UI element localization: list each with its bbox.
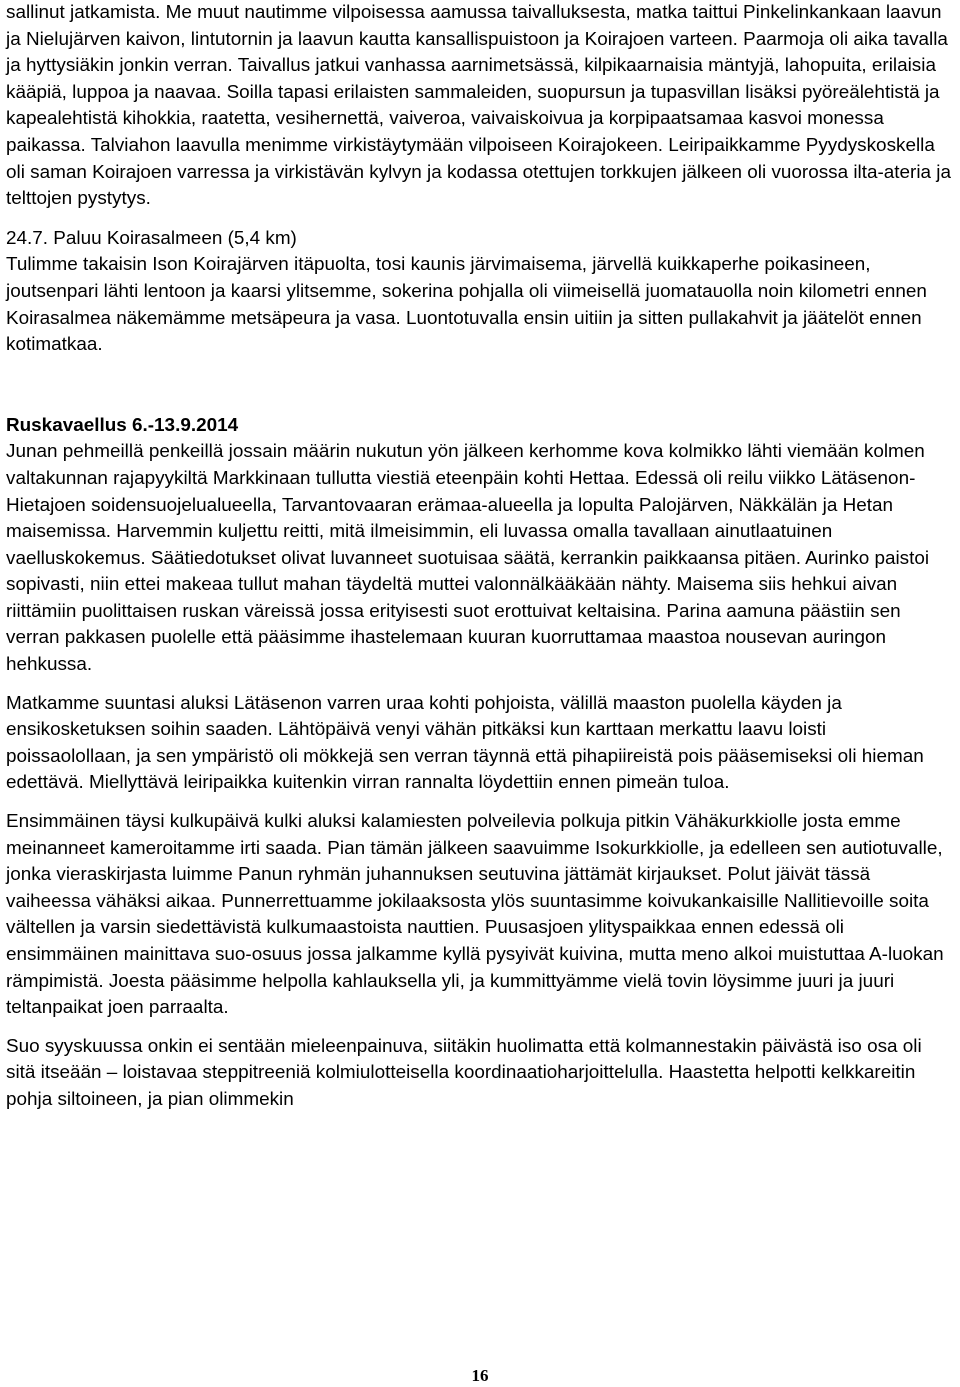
spacer [6,359,954,413]
paragraph-rusk-1: Junan pehmeillä penkeillä jossain määrin nukutun yön jälkeen kerhomme kova kolmikko lähti viemään kolmen valtakunnan rajapyykiltä Markkinaan tullutta viestiä eteenpäin kohti Hettaa. Edessä oli reilu viikko Lätäsenon-Hietajoen soidensuojelualueella, Tarvantovaaran erämaa-alueella ja lopulta Palojärven, Näkkälän ja Hetan maisemissa. Harvemmin kuljettu reitti, mitä ilmeisimmin, eli luvassa omalla tavallaan ainutlaatuinen vaelluskokemus. Säätiedotukset olivat luvanneet suotuisaa säätä, kerrankin paikkaansa pitäen. Aurinko paistoi sopivasti, niin ettei makeaa tullut mahan täydeltä muttei valonnälkääkään nähty. Maisema siis hehkui aivan riittämiin puolittaisen ruskan väreissä jossa erityisesti suot erottuivat keltaisina. Parina aamuna päästiin sen verran pakkasen puolelle että pääsimme ihastelemaan kuuran kuorruttamaa maastoa nousevan auringon hehkussa. [6,441,930,676]
document-page [6,0,954,1114]
section-title-paluu: 24.7. Paluu Koirasalmeen (5,4 km) [6,227,297,249]
paragraph-rusk-4: Suo syyskuussa onkin ei sentään mieleenpainuva, siitäkin huolimatta että kolmannestakin päivästä iso osa oli sitä itseään – loistavaa steppitreeniä kolmiulotteisella koordinaatioharjoittelulla. Haastetta helpotti kelkkareitin pohja siltoineen, ja pian olimmekin [6,1035,922,1110]
page-number: 16 [471,1366,489,1385]
paragraph-continued: sallinut jatkamista. Me muut nautimme vilpoisessa aamussa taivalluksesta, matka taittui Pinkelinkankaan laavun ja Nielujärven kaivon, lintutornin ja laavun kautta kansallispuistoon ja Koirajoen varteen. Paarmoja oli aika tavalla ja hyttysiäkin jonkin verran. Taivallus jatkui vanhassa aarnimetsässä, kilpikaarnaisia mäntyjä, lahopuita, erilaisia kääpiä, luppoa ja naavaa. Soilla tapasi erilaisten sammaleiden, suopursun ja tupasvillan lisäksi pyöreälehtistä ja kapealehtistä kihokkia, raatetta, vesihernettä, vaiveroa, vaivaiskoivua ja korpipaatsamaa kasvoi monessa paikassa. Talviahon laavulla menimme virkistäytymään vilpoiseen Koirajokeen. Leiripaikkamme Pyydyskoskella oli saman Koirajoen varressa ja virkistävän kylvyn ja kodassa otettujen torkkujen jälkeen oli vuorossa ilta-ateria ja telttojen pystytys. [6,2,951,210]
paragraph-rusk-3: Ensimmäinen täysi kulkupäivä kulki aluksi kalamiesten polveilevia polkuja pitkin Vähäkurkkiolle josta emme meinanneet kameroitamme irti saada. Pian tämän jälkeen saavuimme Isokurkkiolle, ja edelleen sen autiotuvalle, jonka vieraskirjasta luimme Panun ryhmän juhannuksen seutuvina jättämät kirjaukset. Polut jäivät tässä vaiheessa vähäksi aikaa. Punnerrettuamme jokilaaksosta ylös suuntasimme koivukankaisille Nallitievoille soita vältellen ja varsin siedettävistä kulkumaastoista nauttien. Puusasjoen ylityspaikkaa ennen edessä oli ensimmäinen mainittava suo-osuus jossa jalkamme kyllä pysyivät kuivina, mutta meno alkoi muistuttaa A-luokan rämpimistä. Joesta pääsimme helpolla kahlauksella yli, ja kummittyämme vielä tovin löysimme juuri ja juuri teltanpaikat joen parraalta. [6,811,944,1019]
spacer [6,797,954,809]
heading-ruskavaellus: Ruskavaellus 6.-13.9.2014 [6,414,239,436]
paragraph-rusk-2: Matkamme suuntasi aluksi Lätäsenon varren uraa kohti pohjoista, välillä maaston puolella käyden ja ensikosketuksen soihin saaden. Lähtöpäivä venyi vähän pitkäksi kun karttaan merkattu laavu loisti poissaolollaan, ja sen ympäristö oli mökkejä sen verran täynnä että pihapiireistä pois pääsemiseksi oli hieman edettävä. Miellyttävä leiripaikka kuitenkin virran rannalta löydettiin ennen pimeän tuloa. [6,692,924,794]
spacer [6,213,954,226]
spacer [6,679,954,691]
paragraph-paluu: Tulimme takaisin Ison Koirajärven itäpuolta, tosi kaunis järvimaisema, järvellä kuikkaperhe poikasineen, joutsenpari lähti lentoon ja kaarsi ylitsemme, sokerina pohjalla oli viimeisellä juomatauolla noin kilometri ennen Koirasalmea näkemämme metsäpeura ja vasa. Luontotuvalla ensin uitiin ja sitten pullakahvit ja jäätelöt ennen kotimatkaa. [6,254,927,356]
spacer [6,1022,954,1034]
